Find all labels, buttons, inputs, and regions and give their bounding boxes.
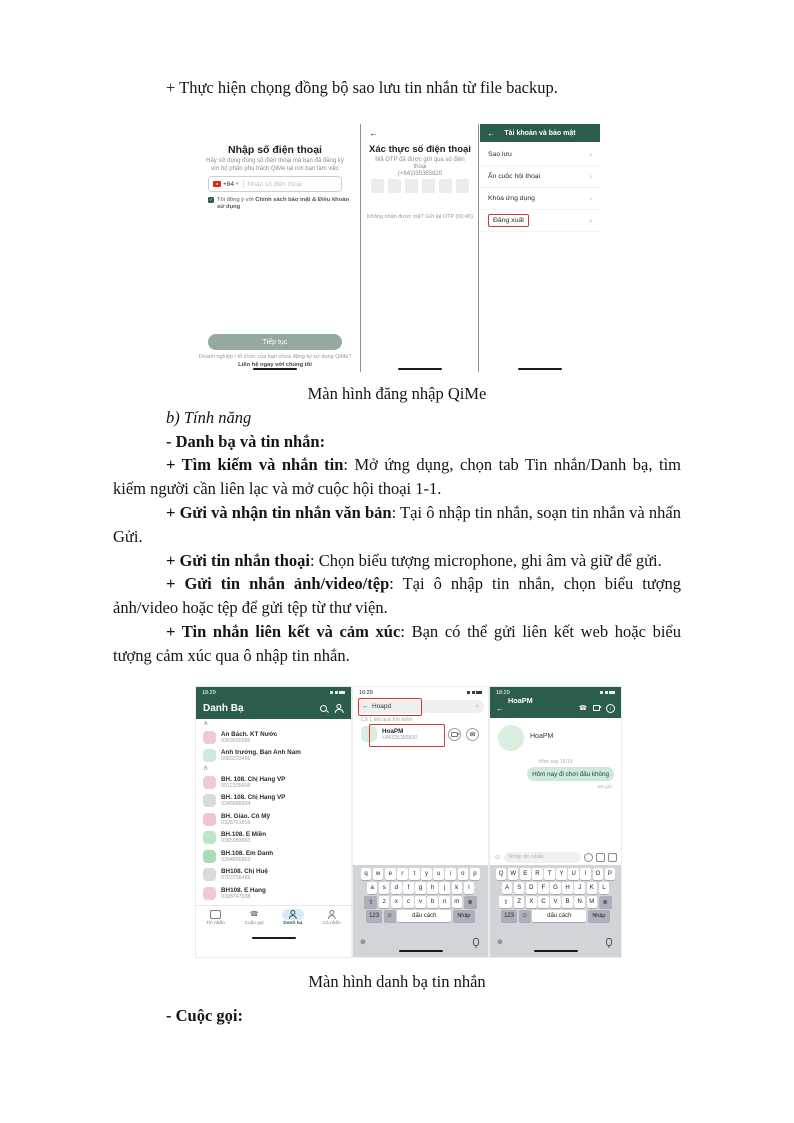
home-indicator (252, 937, 296, 940)
sticker-icon[interactable] (584, 853, 593, 862)
avatar (203, 813, 216, 826)
contact-phone: 0365983883 (221, 838, 251, 845)
contact-name: BH. 108. Chị Hang VP (221, 775, 286, 783)
key[interactable]: F (538, 882, 549, 894)
feature-rest: : Chọn biểu tượng microphone, ghi âm và giữ để gửi. (310, 550, 662, 570)
contact-phone: 0983223456 (221, 756, 251, 763)
status-time: 16:29 (359, 689, 373, 696)
figure-messaging-screens (195, 686, 620, 958)
contacts-header (196, 698, 351, 719)
back-icon[interactable]: ← (362, 703, 369, 710)
otp-box[interactable] (439, 179, 452, 193)
contact-name: BH.108. Em Danh (221, 849, 274, 857)
key[interactable]: D (526, 882, 537, 894)
status-bar (196, 687, 351, 698)
clear-icon[interactable]: × (475, 703, 479, 710)
contact-phone: 0398747938 (221, 893, 251, 900)
section-letter: B (204, 766, 208, 772)
avatar (203, 887, 216, 900)
chevron-right-icon: › (589, 216, 592, 225)
home-indicator (399, 950, 443, 953)
space-key[interactable]: dấu cách (397, 910, 451, 922)
globe-icon[interactable]: ⊕ (497, 939, 503, 946)
key[interactable]: O (593, 868, 604, 880)
contact-name: BH. Giáo. Cô Mỹ (221, 812, 270, 820)
key[interactable]: g (415, 882, 426, 894)
contact-phone: 0394856862 (221, 856, 251, 863)
home-indicator (253, 368, 297, 371)
key[interactable]: Y (556, 868, 567, 880)
terms-prefix: Tôi đồng ý với (217, 197, 256, 203)
features-section (113, 382, 681, 668)
signal-wifi-battery-icons (600, 691, 615, 694)
message-status: Đã gửi (597, 785, 612, 790)
otp-box[interactable] (388, 179, 401, 193)
result-phone: +84335385820 (382, 734, 418, 741)
contact-meta (221, 776, 285, 789)
screen-subtitle (370, 157, 470, 178)
screen-title: Nhập số điện thoại (228, 144, 322, 156)
key[interactable]: B (562, 896, 573, 908)
key[interactable]: y (421, 868, 432, 880)
status-bar (353, 687, 488, 698)
annotation-box-result (369, 724, 445, 747)
avatar (203, 731, 216, 744)
home-indicator (534, 950, 578, 953)
annotation-box-search (358, 698, 422, 716)
settings-item-label: Ẩn cuộc hội thoại (488, 173, 541, 180)
phone-screen-otp (362, 124, 478, 374)
key[interactable]: e (385, 868, 396, 880)
contact-name: BH108. E Hang (221, 886, 266, 894)
feature-paragraph (113, 501, 681, 549)
phone-placeholder: Nhập số điện thoại (247, 180, 302, 188)
feature-rest: : Mở ứng dụng, chọn tab Tin nhắn/Danh bạ, tìm kiếm người cần liên lạc và mở cuộc hội thoại 1-1. (113, 455, 681, 499)
key[interactable]: P (605, 868, 616, 880)
key[interactable]: J (574, 882, 585, 894)
key[interactable]: W (508, 868, 519, 880)
settings-item[interactable] (480, 188, 600, 210)
contact-list (196, 720, 351, 903)
numbers-key[interactable]: 123 (366, 910, 382, 922)
contact-name: BH. 108. Chị Hang VP (221, 794, 286, 802)
feature-lead: + Tìm kiếm và nhắn tin (166, 455, 344, 475)
figure-divider (478, 124, 479, 372)
screen-header (480, 124, 600, 142)
contact-phone: 0912335608 (221, 782, 251, 789)
emoji-key[interactable]: ☺ (519, 910, 531, 922)
profile-icon (327, 910, 337, 919)
feature-rest: : Tại ô nhập tin nhắn, chọn biểu tượng ảnh/video hoặc tệp để gửi tệp từ thư viện. (113, 574, 682, 618)
tab-label: Tin nhắn (206, 920, 225, 926)
contact-row[interactable] (196, 747, 351, 766)
key[interactable]: X (526, 896, 537, 908)
figure2-caption-section (113, 970, 681, 994)
return-key[interactable]: Nhập (588, 910, 610, 922)
section-heading: b) Tính năng (166, 407, 252, 427)
tab-tin-nhan[interactable] (196, 906, 235, 932)
keyboard (353, 865, 488, 957)
feature-lead: + Tin nhắn liên kết và cảm xúc (166, 621, 401, 641)
voice-call-icon[interactable]: ☎ (578, 705, 587, 712)
key[interactable]: s (379, 882, 390, 894)
otp-box[interactable] (422, 179, 435, 193)
otp-box[interactable] (456, 179, 469, 193)
key[interactable]: G (550, 882, 561, 894)
globe-icon[interactable]: ⊕ (360, 939, 366, 946)
key[interactable]: a (367, 882, 378, 894)
voice-call-button[interactable]: ☎ (466, 728, 479, 741)
avatar (203, 850, 216, 863)
result-count: Có 1 kết quả tìm kiếm (361, 717, 413, 723)
avatar (203, 794, 216, 807)
section-letter: A (204, 721, 208, 727)
keyboard (490, 865, 621, 957)
terms-link[interactable]: Chính sách bảo mật & Điều khoản sử dụng (217, 197, 350, 210)
tab-label: Danh bạ (283, 920, 303, 926)
contact-name: Anh trưởng. Bạn Anh Nam (221, 749, 301, 757)
contact-meta (221, 868, 268, 881)
key[interactable]: I (580, 868, 591, 880)
key[interactable]: U (568, 868, 579, 880)
add-contact-icon[interactable] (334, 704, 344, 713)
keyboard-row-2 (490, 882, 621, 894)
phone-screen-account-security (480, 124, 600, 374)
contact-phone: 0703758489 (221, 875, 251, 882)
checkbox-checked-icon[interactable]: ✓ (209, 197, 213, 202)
contact-row[interactable] (196, 866, 351, 885)
signal-wifi-battery-icons (467, 691, 482, 694)
contact-row[interactable] (196, 847, 351, 866)
otp-box[interactable] (405, 179, 418, 193)
keyboard-row-2 (353, 882, 488, 894)
message-input-bar (490, 849, 621, 865)
calls-heading: - Cuộc gọi: (166, 1006, 243, 1025)
avatar (203, 868, 216, 881)
back-icon[interactable]: ← (496, 703, 504, 713)
sent-message-bubble: Hôm nay đi chơi đâu không (527, 767, 614, 781)
contact-row[interactable] (196, 810, 351, 829)
settings-item-label: Khóa ứng dụng (488, 195, 535, 202)
phone-screen-enter-number (190, 124, 360, 374)
chat-peer-presence: Online (508, 717, 521, 722)
emoji-icon[interactable]: ☺ (494, 853, 502, 861)
key[interactable]: Q (496, 868, 507, 880)
contact-row[interactable] (196, 773, 351, 792)
contact-phone: 0369035585 (221, 737, 251, 744)
key[interactable]: L (599, 882, 610, 894)
contacts-icon (288, 910, 298, 919)
search-query[interactable]: Hoapd (372, 703, 392, 710)
chat-peer (508, 690, 533, 726)
vietnam-flag-icon (213, 181, 221, 187)
key[interactable]: d (391, 882, 402, 894)
contact-row[interactable] (196, 728, 351, 747)
tab-ca-nhan[interactable] (312, 906, 351, 932)
otp-subtitle-phone: (+84)335385820 (397, 171, 443, 177)
attachment-icon[interactable] (608, 853, 617, 862)
key[interactable]: l (464, 882, 475, 894)
numbers-key[interactable]: 123 (501, 910, 517, 922)
intro-section (113, 76, 681, 100)
date-divider: Hôm nay 18:19 (538, 759, 573, 765)
key[interactable]: R (532, 868, 543, 880)
key[interactable]: V (550, 896, 561, 908)
phone-screen-chat (489, 686, 622, 958)
space-key[interactable]: dấu cách (532, 910, 586, 922)
avatar (203, 831, 216, 844)
chat-peer-name: HoaPM (508, 696, 533, 705)
chevron-down-icon: ▾ (236, 181, 239, 187)
key[interactable]: i (445, 868, 456, 880)
feature-list (113, 453, 681, 667)
calls-section (113, 1004, 681, 1028)
key[interactable]: M (587, 896, 598, 908)
backspace-key[interactable]: ⊗ (599, 896, 612, 908)
info-icon[interactable]: i (606, 704, 615, 713)
terms-checkbox-row[interactable] (208, 197, 350, 210)
key[interactable]: A (502, 882, 513, 894)
settings-item[interactable] (480, 210, 600, 232)
key[interactable]: r (397, 868, 408, 880)
settings-item[interactable] (480, 144, 600, 166)
field-divider (243, 180, 244, 188)
contact-name: An Bách. KT Nước (221, 730, 278, 738)
contact-row[interactable] (196, 884, 351, 903)
key[interactable]: u (433, 868, 444, 880)
mic-icon[interactable] (606, 938, 612, 947)
keyboard-row-1 (490, 868, 621, 880)
image-icon[interactable] (596, 853, 605, 862)
key[interactable]: z (379, 896, 390, 908)
figure-login-screens (190, 124, 600, 374)
contact-meta (221, 731, 277, 744)
backspace-key[interactable]: ⊗ (464, 896, 477, 908)
video-camera-icon (451, 732, 458, 738)
chevron-right-icon: › (589, 172, 592, 181)
terms-text (217, 197, 350, 210)
message-input[interactable]: Nhập tin nhắn (504, 852, 581, 863)
key[interactable]: E (520, 868, 531, 880)
keyboard-row-1 (353, 868, 488, 880)
phone-screen-search (352, 686, 489, 958)
shift-key[interactable]: ⇧ (364, 896, 377, 908)
key[interactable]: v (415, 896, 426, 908)
back-icon[interactable]: ← (487, 128, 495, 138)
back-icon[interactable]: ← (369, 128, 378, 138)
dial-code[interactable]: +84 (223, 180, 235, 188)
key[interactable]: b (427, 896, 438, 908)
otp-input-row[interactable] (362, 179, 478, 193)
figure2-caption: Màn hình danh bạ tin nhắn (308, 972, 486, 991)
contact-phone: 0328761816 (221, 819, 251, 826)
emoji-key[interactable]: ☺ (384, 910, 396, 922)
settings-item[interactable] (480, 166, 600, 188)
feature-rest: : Tại ô nhập tin nhắn, soạn tin nhắn và nhấn Gửi. (113, 502, 681, 546)
screen-subtitle: Hãy sử dụng đúng số điện thoại mà bạn đã đăng ký với bộ phận phụ trách QiMe tại nơi bạn làm việc (206, 158, 344, 172)
avatar (203, 776, 216, 789)
key[interactable]: n (439, 896, 450, 908)
phone-screen-contacts (195, 686, 352, 958)
contact-phone: 0345688904 (221, 801, 251, 808)
group-heading: - Danh bạ và tin nhắn: (166, 431, 326, 451)
otp-subtitle-line1: Mã OTP đã được gửi qua số điện thoại (375, 157, 465, 170)
key[interactable]: K (587, 882, 598, 894)
paragraph-intro: + Thực hiện chọng đồng bộ sao lưu tin nhắn từ file backup. (166, 78, 558, 97)
feature-lead: + Gửi tin nhắn thoại (166, 550, 311, 570)
status-time: 18:29 (202, 689, 216, 696)
video-call-button[interactable] (448, 728, 461, 741)
video-call-icon[interactable] (593, 705, 600, 711)
settings-item-label: Sao lưu (488, 151, 512, 158)
settings-list (480, 144, 600, 232)
return-key[interactable]: Nhập (453, 910, 475, 922)
continue-button[interactable]: Tiếp tục (208, 334, 342, 350)
contact-row[interactable] (196, 829, 351, 848)
home-indicator (518, 368, 562, 371)
chat-bubble-icon (210, 910, 221, 919)
key[interactable]: w (373, 868, 384, 880)
key[interactable]: q (361, 868, 372, 880)
key[interactable]: N (574, 896, 585, 908)
settings-item-label: Đăng xuất (488, 214, 529, 227)
phone-number-field[interactable] (208, 176, 342, 192)
key[interactable]: t (409, 868, 420, 880)
feature-lead: + Gửi và nhận tin nhắn văn bản (166, 502, 392, 522)
contact-name: BH.108. E Miền (221, 831, 267, 839)
footer-question: Doanh nghiệp / tổ chức của bạn chưa đăng ký sử dụng QiMe? (198, 354, 352, 360)
key[interactable]: m (452, 896, 463, 908)
contact-meta (221, 749, 301, 762)
contact-meta (221, 831, 266, 844)
key[interactable]: C (538, 896, 549, 908)
key[interactable]: f (403, 882, 414, 894)
chevron-right-icon: › (589, 194, 592, 203)
home-indicator (398, 368, 442, 371)
key[interactable]: S (514, 882, 525, 894)
contact-meta (221, 850, 273, 863)
feature-paragraph (113, 453, 681, 501)
feature-paragraph (113, 572, 681, 620)
resend-otp-link[interactable]: Không nhận được mã? Gửi lại OTP (00:45) (367, 214, 473, 220)
phone-icon: ☎ (249, 910, 259, 918)
mic-icon[interactable] (473, 938, 479, 947)
avatar (203, 749, 216, 762)
figure-divider (360, 124, 361, 372)
bottom-tab-bar (196, 905, 351, 932)
contact-meta (221, 813, 270, 826)
chat-header (490, 696, 621, 722)
chevron-right-icon: › (589, 150, 592, 159)
feature-paragraph (113, 549, 681, 573)
key[interactable]: x (391, 896, 402, 908)
feature-paragraph (113, 620, 681, 668)
shift-key[interactable]: ⇧ (499, 896, 512, 908)
feature-lead: + Gửi tin nhắn ảnh/video/tệp (166, 574, 390, 594)
contact-label: HoaPM (530, 733, 554, 740)
key[interactable]: h (427, 882, 438, 894)
otp-box[interactable] (371, 179, 384, 193)
key[interactable]: H (562, 882, 573, 894)
key[interactable]: k (452, 882, 463, 894)
contact-name: BH108. Chị Huệ (221, 868, 268, 876)
contacts-title: Danh Bạ (203, 703, 244, 714)
tab-label: Cuộc gọi (244, 920, 264, 926)
contact-group-b (196, 773, 351, 903)
key[interactable]: j (439, 882, 450, 894)
contact-group-a (196, 728, 351, 765)
tab-danh-ba[interactable] (274, 906, 313, 932)
contact-meta (221, 794, 285, 807)
status-time: 18:29 (496, 689, 510, 696)
screen-title: Xác thực số điện thoại (369, 144, 471, 155)
contact-row[interactable] (196, 792, 351, 811)
key[interactable]: T (544, 868, 555, 880)
contact-us-link[interactable]: Liên hệ ngay với chúng tôi (238, 362, 312, 368)
key[interactable]: c (403, 896, 414, 908)
key[interactable]: o (458, 868, 469, 880)
avatar (498, 725, 524, 751)
tab-cuoc-goi[interactable] (235, 906, 274, 932)
key[interactable]: Z (514, 896, 525, 908)
feature-rest: : Bạn có thể gửi liên kết web hoặc biểu tượng cảm xúc qua ô nhập tin nhắn. (113, 621, 681, 665)
screen-title: Tài khoản và bảo mật (504, 129, 576, 137)
tab-label: Cá nhân (322, 920, 341, 926)
search-icon[interactable] (320, 705, 328, 713)
result-name: HoaPM (382, 727, 404, 735)
contact-meta (221, 887, 266, 900)
figure1-caption: Màn hình đăng nhập QiMe (307, 384, 487, 403)
signal-wifi-battery-icons (330, 691, 345, 694)
key[interactable]: p (470, 868, 481, 880)
